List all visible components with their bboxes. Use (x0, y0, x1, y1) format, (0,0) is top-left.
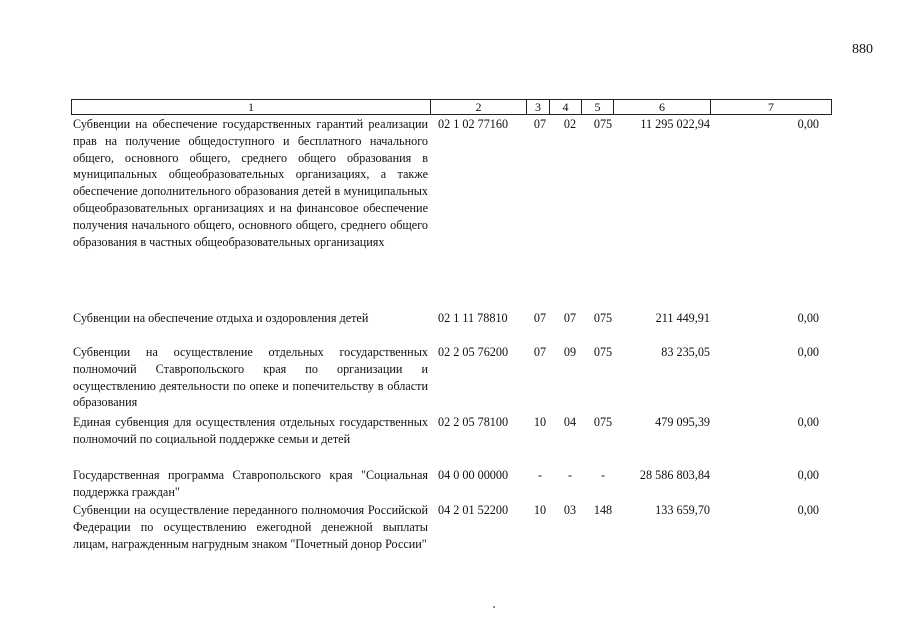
row-name: Субвенции на осуществление отдельных государственных полномочий Ставропольского края по организации и осуществлению деятельности по опеке и попечительству в области образования (73, 345, 428, 410)
row-vr: - (600, 468, 606, 482)
row-name: Субвенции на обеспечение государственных гарантий реализации прав на получение общедоступного и бесплатного начального общего, основного общего, среднего общего образования в муниципальных общеобразовательных организациях, а также обеспечение дополнительного образования детей в муниципальных общеобразовательных организациях и на финансовое обеспечение получения начального общего, основного общего, среднего общего образования в частных общеобразовательных организациях (73, 117, 428, 249)
row-col7: 0,00 (797, 345, 819, 359)
table-header (71, 99, 832, 115)
row-rz: 07 (533, 311, 547, 325)
row-sum: 83 235,05 (661, 345, 710, 359)
row-code: 02 2 05 78100 (438, 415, 509, 429)
row-pr: - (567, 468, 573, 482)
row-vr: 075 (593, 311, 613, 325)
header-col-4: 4 (549, 100, 581, 114)
row-pr: 09 (563, 345, 577, 359)
row-name: Государственная программа Ставропольского края "Социальная поддержка граждан" (73, 468, 428, 499)
row-pr: 07 (563, 311, 577, 325)
row-code: 04 2 01 52200 (438, 503, 509, 517)
header-col-5: 5 (581, 100, 613, 114)
row-code: 04 0 00 00000 (438, 468, 509, 482)
row-code: 02 2 05 76200 (438, 345, 509, 359)
row-rz: 07 (533, 117, 547, 131)
row-col7: 0,00 (797, 503, 819, 517)
row-rz: 10 (533, 503, 547, 517)
row-code: 02 1 11 78810 (438, 311, 508, 325)
row-code: 02 1 02 77160 (438, 117, 509, 131)
row-name: Единая субвенция для осуществления отдельных государственных полномочий по социальной поддержке семьи и детей (73, 415, 428, 446)
header-col-1: 1 (248, 100, 254, 114)
row-pr: 03 (563, 503, 577, 517)
scan-speck (493, 606, 495, 608)
row-rz: - (537, 468, 543, 482)
row-col7: 0,00 (797, 117, 819, 131)
row-rz: 10 (533, 415, 547, 429)
header-col-7: 7 (710, 100, 831, 114)
row-col7: 0,00 (797, 468, 819, 482)
header-col-3: 3 (526, 100, 549, 114)
row-pr: 02 (563, 117, 577, 131)
row-vr: 075 (593, 345, 613, 359)
row-sum: 11 295 022,94 (640, 117, 710, 131)
row-vr: 075 (593, 415, 613, 429)
header-col-2: 2 (430, 100, 526, 114)
row-name: Субвенции на обеспечение отдыха и оздоровления детей (73, 311, 369, 325)
row-name: Субвенции на осуществление переданного полномочия Российской Федерации по осуществлению ежегодной денежной выплаты лицам, награжденным нагрудным знаком "Почетный донор России" (73, 503, 428, 551)
row-sum: 211 449,91 (655, 311, 710, 325)
row-col7: 0,00 (797, 415, 819, 429)
row-pr: 04 (563, 415, 577, 429)
row-sum: 133 659,70 (655, 503, 710, 517)
row-col7: 0,00 (797, 311, 819, 325)
row-rz: 07 (533, 345, 547, 359)
row-vr: 075 (593, 117, 613, 131)
row-vr: 148 (593, 503, 613, 517)
row-sum: 479 095,39 (655, 415, 710, 429)
row-sum: 28 586 803,84 (639, 468, 710, 482)
header-col-6: 6 (613, 100, 710, 114)
page-number: 880 (852, 42, 873, 57)
